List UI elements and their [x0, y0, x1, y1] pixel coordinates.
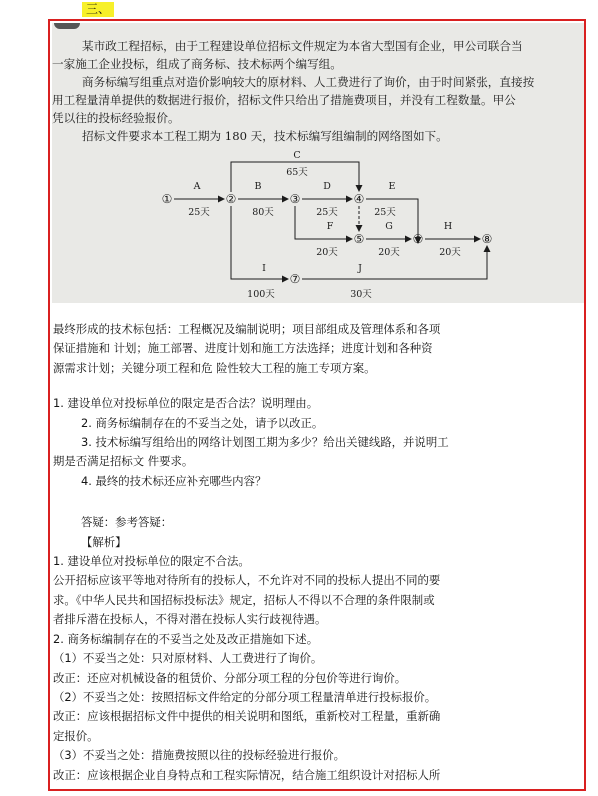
answer-line: 求。《中华人民共和国招标投标法》规定，招标人不得以不合理的条件限制或 — [53, 592, 435, 607]
activity-label-C: C — [293, 150, 301, 161]
activity-label-J: J — [358, 263, 362, 274]
duration-F: 20天 — [316, 247, 338, 258]
header-logo-fragment — [54, 23, 80, 29]
duration-H: 20天 — [439, 247, 461, 258]
duration-D: 25天 — [316, 207, 338, 218]
intro-line: 源需求计划；关键分项工程和危 险性较大工程的施工专项方案。 — [53, 360, 376, 375]
activity-label-D: D — [323, 181, 331, 192]
question-3: 3. 技术标编写组给出的网络计划图工期为多少？给出关键线路，并说明工 — [81, 435, 449, 450]
node-2: ② — [225, 192, 237, 206]
node-4: ④ — [353, 192, 365, 206]
duration-G: 20天 — [378, 247, 400, 258]
answer-line: 改正：还应对机械设备的租赁价、分部分项工程的分包价等进行询价。 — [53, 670, 407, 685]
duration-J: 30天 — [350, 289, 372, 300]
duration-C: 65天 — [286, 167, 308, 178]
node-7: ⑦ — [289, 272, 301, 286]
answer-label: 答疑：参考答疑： — [81, 515, 173, 530]
intro-line: 最终形成的技术标包括：工程概况及编制说明；项目部组成及管理体系和各项 — [53, 322, 441, 336]
scan-line: 凭以往的投标经验报价。 — [52, 111, 180, 125]
scan-line: 商务标编写组重点对造价影响较大的原材料、人工费进行了询价，由于时间紧张，直接按 — [82, 75, 535, 89]
node-8: ⑧ — [481, 232, 493, 246]
scan-paragraphs — [52, 37, 586, 145]
node-1: ① — [161, 192, 173, 206]
answer-line: 1. 建设单位对投标单位的限定不合法。 — [53, 554, 250, 569]
answer-line: 公开招标应该平等地对待所有的投标人，不允许对不同的投标人提出不同的要 — [53, 573, 441, 588]
intro-line: 保证措施和 计划；施工部署、进度计划和施工方法选择；进度计划和各种资 — [53, 341, 433, 356]
answer-line: 者排斥潜在投标人，不得对潜在投标人实行歧视待遇。 — [53, 612, 327, 627]
node-6: ⑥ — [412, 232, 424, 246]
answer-line: （3）不妥当之处：措施费按照以往的投标经验进行报价。 — [53, 748, 346, 763]
question-2: 2. 商务标编制存在的不妥当之处，请予以改正。 — [81, 415, 324, 430]
duration-B: 80天 — [252, 207, 274, 218]
network-diagram — [52, 149, 586, 303]
answer-line: 改正：应该根据企业自身特点和工程实际情况，结合施工组织设计对招标人所 — [53, 767, 441, 782]
answer-line: （1）不妥当之处：只对原材料、人工费进行了询价。 — [53, 651, 323, 666]
node-3: ③ — [289, 192, 301, 206]
activity-label-A: A — [193, 181, 201, 192]
activity-label-I: I — [262, 263, 266, 274]
document-body — [53, 320, 583, 785]
question-3-cont: 期是否满足招标文 件要求。 — [53, 454, 194, 469]
scan-line: 一家施工企业投标，组成了商务标、技术标两个编写组。 — [52, 57, 342, 71]
scan-line: 招标文件要求本工程工期为 180 天，技术标编写组编制的网络图如下。 — [82, 129, 448, 143]
activity-label-E: E — [388, 181, 396, 192]
question-4: 4. 最终的技术标还应补充哪些内容？ — [81, 473, 267, 488]
selection-frame — [48, 19, 586, 791]
activity-label-G: G — [385, 221, 393, 232]
activity-label-H: H — [443, 221, 453, 232]
activity-label-B: B — [254, 181, 262, 192]
activity-label-F: F — [326, 221, 334, 232]
answer-line: 定报价。 — [53, 728, 99, 743]
analysis-label: 【解析】 — [81, 534, 127, 549]
scanned-question-image — [52, 23, 586, 303]
adjacent-page-edge — [590, 0, 598, 796]
duration-E: 25天 — [374, 207, 396, 218]
scan-line: 某市政工程招标，由于工程建设单位招标文件规定为本省大型国有企业，甲公司联合当 — [82, 39, 523, 53]
section-tag: 三、 — [82, 2, 114, 17]
duration-A: 25天 — [188, 207, 210, 218]
duration-I: 100天 — [247, 289, 275, 300]
answer-line: 2. 商务标编制存在的不妥当之处及改正措施如下述。 — [53, 631, 319, 646]
question-1: 1. 建设单位对投标单位的限定是否合法？说明理由。 — [53, 396, 319, 411]
scan-line: 用工程量清单提供的数据进行报价，招标文件只给出了措施费项目，并没有工程数量。甲公 — [52, 93, 516, 107]
node-5: ⑤ — [353, 232, 365, 246]
answer-line: （2）不妥当之处：按照招标文件给定的分部分项工程量清单进行投标报价。 — [53, 689, 437, 704]
answer-line: 改正：应该根据招标文件中提供的相关说明和图纸，重新校对工程量，重新确 — [53, 709, 441, 724]
